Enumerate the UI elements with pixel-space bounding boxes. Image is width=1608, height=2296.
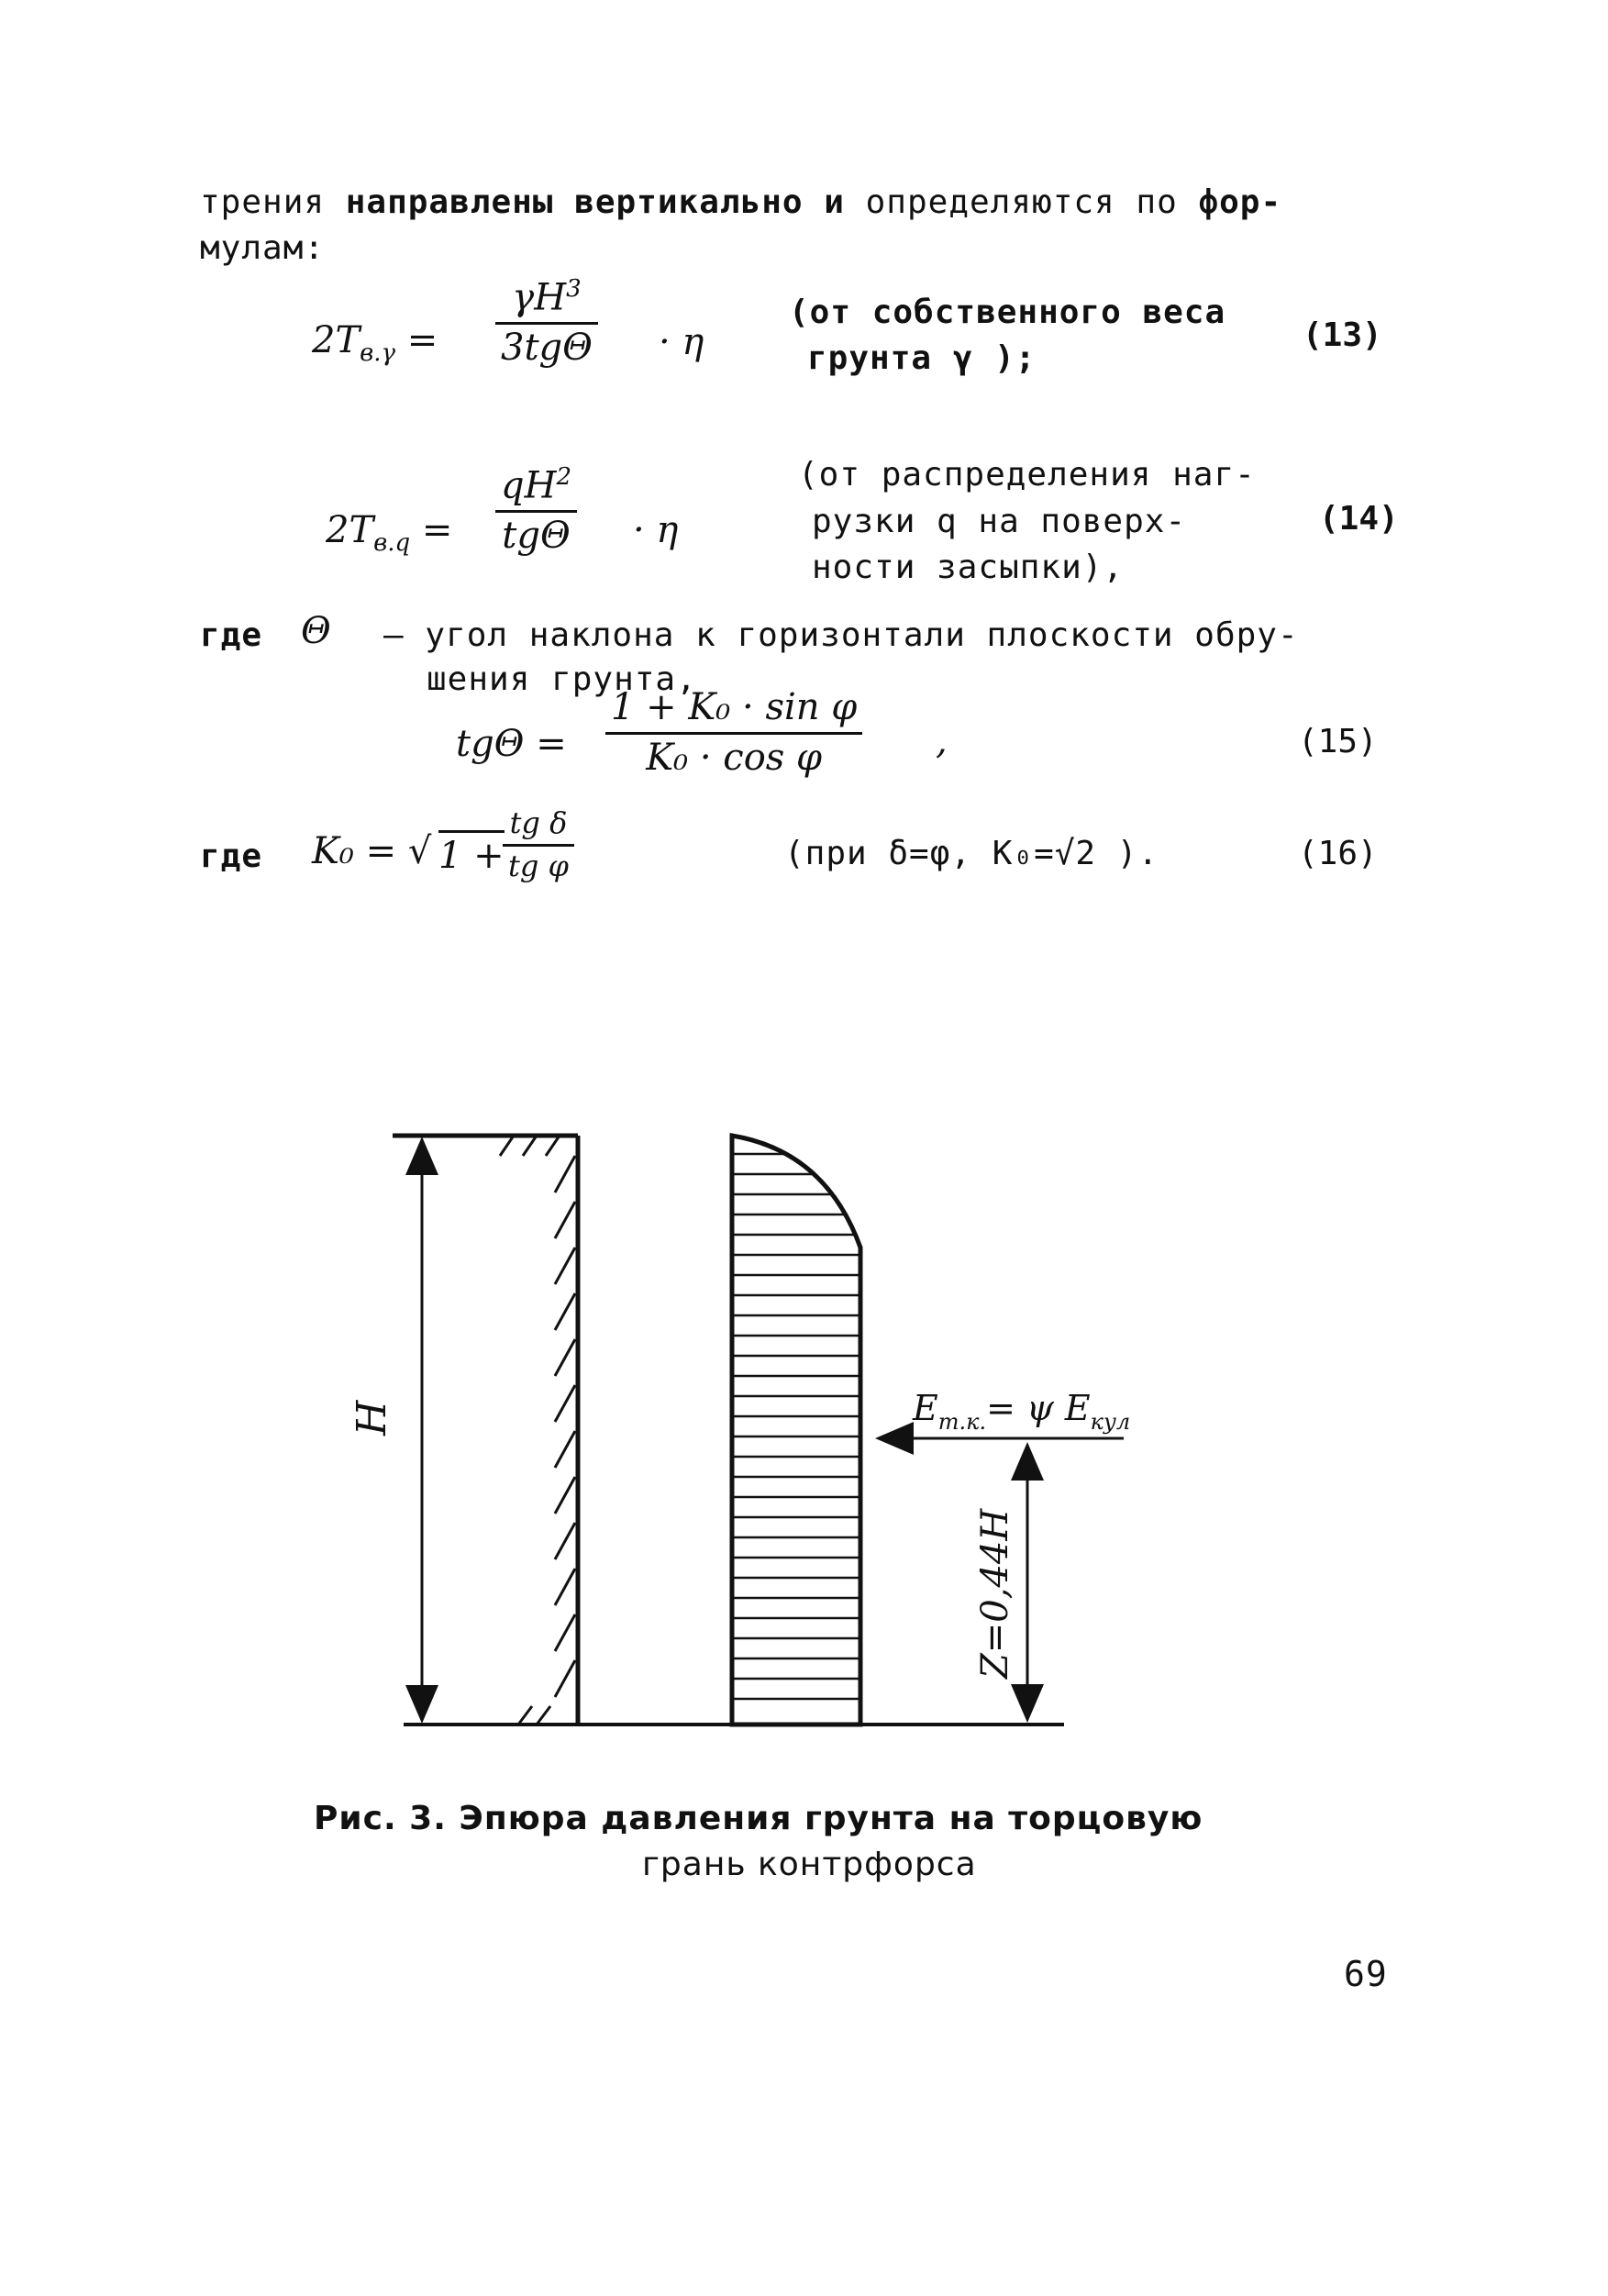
- where-label-2: где: [200, 837, 263, 875]
- theta-description-2: шения грунта,: [427, 660, 697, 698]
- figure-caption-2: грань контрфорса: [642, 1846, 977, 1883]
- formula-13-note-1: (от собственного веса: [789, 294, 1226, 331]
- bold-phrase: направлены вертикально: [345, 183, 804, 221]
- lhs-text: 2T: [312, 319, 360, 361]
- formula-15-tail: ,: [936, 720, 948, 762]
- exponent: 3: [566, 275, 582, 303]
- epure-outline: [732, 1136, 860, 1725]
- denominator: K₀ · cos φ: [605, 732, 862, 779]
- equals-sign: =: [406, 319, 438, 361]
- epure-hatching: [732, 1154, 860, 1699]
- pressure-epure: [732, 1136, 860, 1725]
- radicand-prefix: 1 +: [438, 835, 505, 877]
- numerator: qH: [501, 464, 557, 507]
- equation-number-14: (14): [1319, 500, 1399, 538]
- exponent: 2: [556, 463, 572, 491]
- where-label-1: где: [200, 616, 263, 654]
- formula-14-tail: · η: [633, 509, 679, 551]
- page-number: 69: [1344, 1954, 1388, 1994]
- word: трения: [200, 183, 326, 221]
- equation-number-15: (15): [1298, 723, 1378, 760]
- lhs-subscript: в.γ: [360, 339, 396, 367]
- equation-number-16: (16): [1298, 835, 1378, 872]
- word: фор-: [1198, 183, 1282, 221]
- denominator: 3tgΘ: [495, 322, 598, 369]
- text-line-2: мулам:: [200, 229, 326, 267]
- equals-sign: =: [421, 509, 453, 551]
- theta-description-1: – угол наклона к горизонтали плоскости обру-: [383, 616, 1299, 654]
- formula-15-lhs: tgΘ =: [456, 723, 567, 765]
- word: и: [824, 183, 845, 221]
- lhs-subscript: в.q: [373, 529, 411, 557]
- equation-number-13: (13): [1303, 316, 1382, 354]
- height-label: H: [349, 1400, 395, 1436]
- formula-16-note: (при δ=φ, K₀=√2 ).: [784, 835, 1159, 872]
- denominator: tgΘ: [495, 510, 577, 557]
- word: определяются: [865, 183, 1115, 221]
- formula-14-note-2: рузки q на поверх-: [812, 503, 1187, 540]
- numerator: 1 + K₀ · sin φ: [611, 686, 858, 728]
- wall-hatching: [500, 1136, 575, 1725]
- formula-14-note-3: ности засыпки),: [812, 549, 1125, 586]
- retaining-wall: [393, 1136, 578, 1725]
- z-label: Z=0,44H: [974, 1508, 1016, 1679]
- formula-14-note-1: (от распределения наг-: [798, 456, 1256, 494]
- figure-caption-1: Рис. 3. Эпюра давления грунта на торцовую: [314, 1800, 1203, 1837]
- word: по: [1136, 183, 1178, 221]
- numerator: γH: [512, 276, 567, 319]
- theta-symbol: Θ: [301, 610, 331, 652]
- force-label: $E_{т.к.}= \psi$ $E_{кул}$: [913, 1388, 1131, 1435]
- lhs-text: 2T: [326, 509, 374, 551]
- numerator: tg δ: [509, 805, 568, 840]
- formula-16-lhs: K₀ = √: [312, 830, 432, 872]
- denominator: tg φ: [503, 844, 574, 883]
- formula-13-tail: · η: [659, 321, 704, 363]
- formula-13-note-2: грунта γ );: [807, 339, 1037, 377]
